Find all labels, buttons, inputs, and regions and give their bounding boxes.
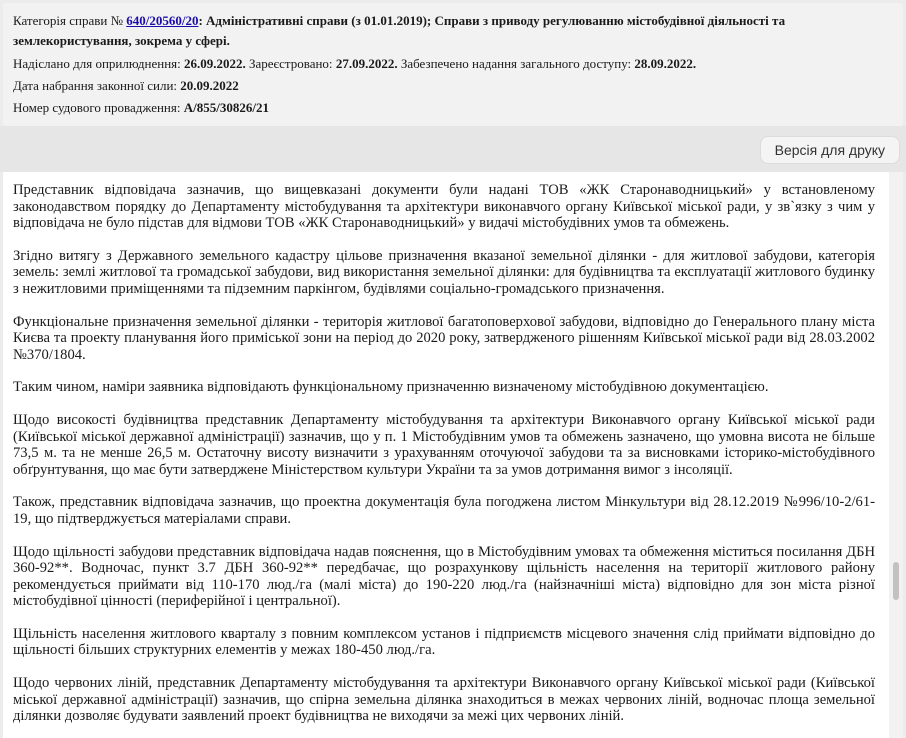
case-category-line: [13, 11, 893, 51]
registered-label: Зареєстровано:: [245, 56, 336, 71]
scrollbar-thumb[interactable]: [893, 562, 899, 600]
doc-paragraph: Щодо високості будівництва представник Департаменту містобудування та архітектури Виконавчого органу Київської міської ради (Київської міської державної адміністрації) зазначив, що у п. 1 Містобудівним умов та обмежень зазначено, що умовна висота не більше 73,5 м. та не менше 26,5 м. Остаточну висоту визначити з урахуванням оточуючої забудови та за висновками історико-містобудівного обґрунтування, що має бути затверджене Міністерством культури України та за умов дотримання вимог з інсоляції.: [13, 411, 875, 478]
doc-paragraph: Щодо щільності забудови представник відповідача надав пояснення, що в Містобудівним умовах та обмеження міститься посилання ДБН 360-92**. Водночас, пункт 3.7 ДБН 360-92** передбачає, що розрахункову щільність населення на території житлового району рекомендується приймати від 110-170 люд./га (малі міста) до 190-220 люд./га (найзначніші міста) відповідно для зон міста різної містобудівної цінності (периферійної і центральної).: [13, 543, 875, 610]
force-date-line: [13, 75, 893, 97]
doc-paragraph: Представник відповідача зазначив, що вищевказані документи були надані ТОВ «ЖК Старонаводницький» у встановленому законодавством порядку до Департаменту містобудування та архітектури виконавчого органу Київської міської ради, у зв`язку з чим у відповідача не було підстав для відмови ТОВ «ЖК Старонаводницький» у видачі містобудівних умов та обмежень.: [13, 182, 875, 232]
category-text: : Адміністративні справи (з 01.01.2019); Справи з приводу регулюванню містобудівної діяльності та землекористування, зокрема у сфері.: [13, 13, 786, 48]
sent-date: 26.09.2022.: [184, 56, 246, 71]
force-label: Дата набрання законної сили:: [13, 78, 181, 93]
proceeding-label: Номер судового провадження:: [13, 100, 184, 115]
proceeding-number: А/855/30826/21: [183, 100, 269, 115]
dates-line: [13, 53, 893, 75]
access-date: 28.09.2022.: [634, 56, 697, 71]
doc-paragraph: Щільність населення житлового кварталу з повним комплексом установ і підприємств місцевого значення слід приймати відповідно до щільності більших структурних елементів у межах 180-450 люд./га.: [13, 625, 875, 659]
access-label: Забезпечено надання загального доступу:: [397, 56, 635, 71]
sent-label: Надіслано для оприлюднення:: [13, 56, 184, 71]
category-prefix: Категорія справи №: [13, 13, 127, 28]
document-body: [3, 172, 889, 738]
case-number-link[interactable]: 640/20560/20: [126, 13, 199, 28]
case-info-panel: [3, 3, 903, 126]
registered-date: 27.09.2022.: [335, 56, 398, 71]
print-version-button[interactable]: Версія для друку: [760, 136, 900, 164]
toolbar: [0, 126, 906, 172]
proceeding-line: [13, 97, 893, 119]
doc-paragraph: Згідно витягу з Державного земельного кадастру цільове призначення вказаної земельної ділянки - для житлової забудови, категорія земель: землі житлової та громадської забудови, вид використання земельної ділянки: для будівництва та експлуатації житлового будинку з нежитловими приміщеннями та підземним паркінгом, будівлями соціально-громадського призначення.: [13, 247, 875, 297]
doc-paragraph: Функціональне призначення земельної ділянки - територія житлової багатоповерхової забудови, відповідно до Генерального плану міста Києва та проекту планування його приміської зони на період до 2020 року, затвердженого рішенням Київської міської ради від 28.03.2002 №370/1804.: [13, 313, 875, 363]
doc-paragraph: Щодо червоних ліній, представник Департаменту містобудування та архітектури Виконавчого органу Київської міської ради (Київської міської державної адміністрації) зазначив, що спірна земельна ділянка знаходиться в межах червоних ліній, водночас площа земельної ділянки дозволяє будувати заявлений проект будівництва не виходячи за межі цих червоних ліній.: [13, 675, 875, 725]
force-date: 20.09.2022: [180, 78, 239, 93]
scrollbar-track[interactable]: [889, 172, 903, 738]
doc-paragraph: Таким чином, наміри заявника відповідають функціональному призначенню визначеному містобудівною документацією.: [13, 379, 769, 396]
doc-paragraph: Також, представник відповідача зазначив, що проектна документація була погоджена листом Мінкультури від 28.12.2019 №996/10-2/61-19, що підтверджується матеріалами справи.: [13, 494, 875, 527]
